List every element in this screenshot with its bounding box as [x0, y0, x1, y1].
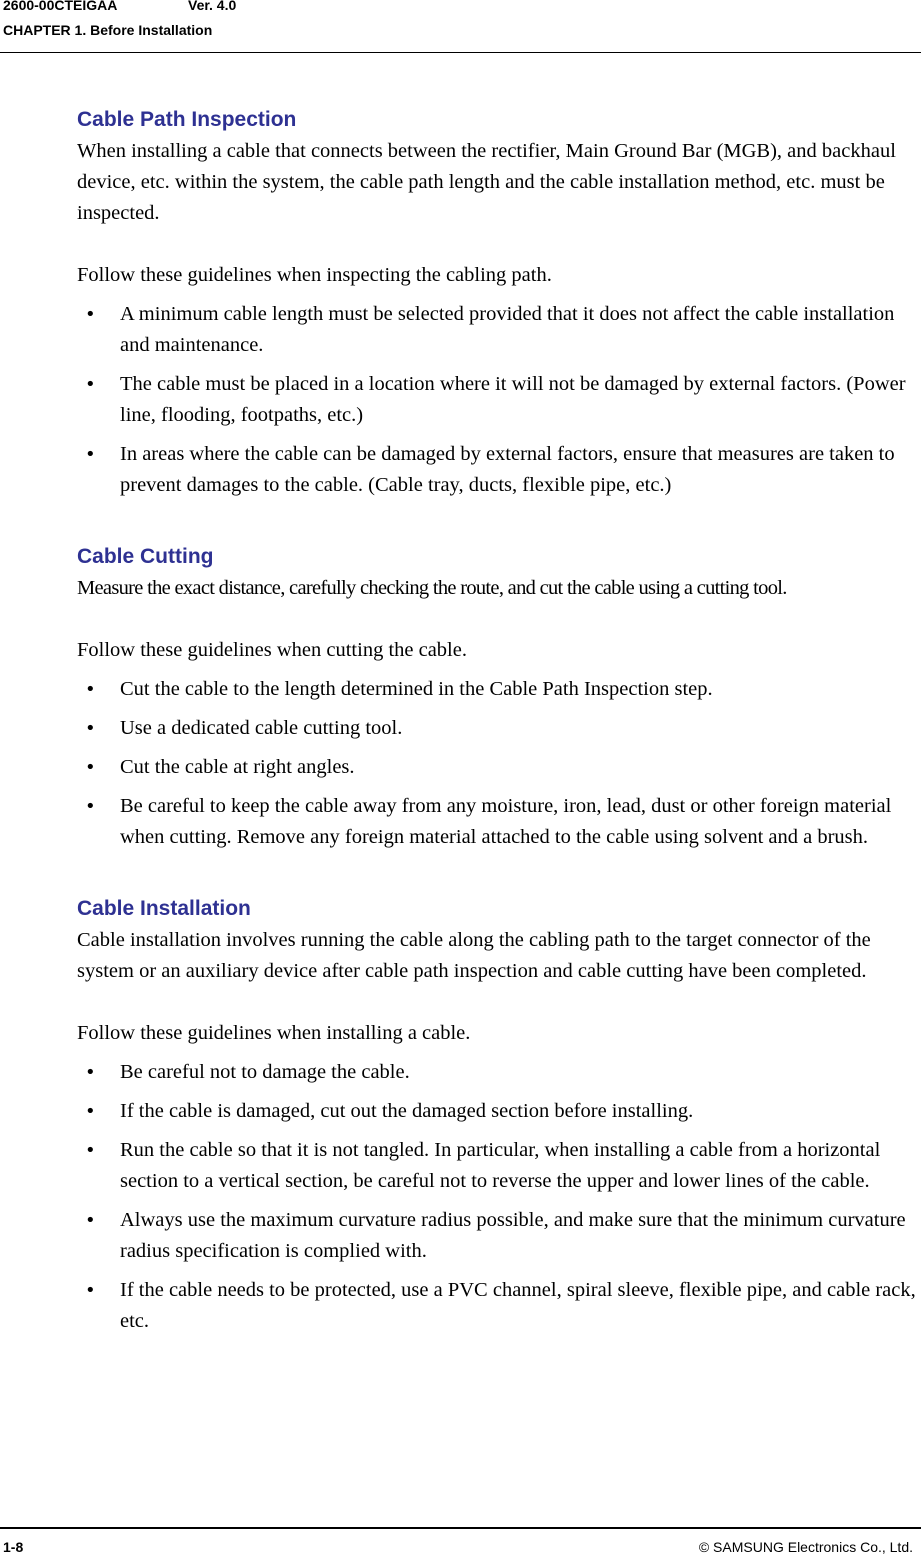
- section-title: Cable Installation: [77, 897, 251, 920]
- bullet-icon: •: [85, 444, 96, 465]
- version-label: Ver. 4.0: [188, 0, 237, 13]
- bullet-icon: •: [85, 1140, 96, 1161]
- guideline-list: [77, 1057, 917, 1337]
- list-item: • Always use the maximum curvature radius possible, and make sure that the minimum curvature radius specification is complied with.: [77, 1205, 917, 1267]
- list-item: • In areas where the cable can be damaged by external factors, ensure that measures are taken to prevent damages to the cable. (Cable tray, ducts, flexible pipe, etc.): [77, 439, 917, 501]
- section-cable-installation: [77, 893, 917, 1337]
- section-description: Measure the exact distance, carefully checking the route, and cut the cable using a cutting tool.: [77, 577, 787, 599]
- bullet-icon: •: [85, 1210, 96, 1231]
- bullet-icon: •: [85, 1101, 96, 1122]
- guideline-list: [77, 299, 917, 501]
- bullet-icon: •: [85, 679, 96, 700]
- bullet-icon: •: [85, 796, 96, 817]
- guideline-list: [77, 674, 917, 853]
- page-number: 1-8: [3, 1539, 24, 1555]
- bullet-icon: •: [85, 757, 96, 778]
- bullet-icon: •: [85, 1280, 96, 1301]
- guideline-intro: Follow these guidelines when installing a cable.: [77, 1022, 471, 1044]
- chapter-title: CHAPTER 1. Before Installation: [3, 22, 213, 38]
- section-description: When installing a cable that connects between the rectifier, Main Ground Bar (MGB), and backhaul device, etc. within the system, the cable path length and the cable installation method, etc. must be inspected.: [77, 140, 896, 224]
- bullet-icon: •: [85, 1062, 96, 1083]
- section-title: Cable Cutting: [77, 545, 214, 568]
- list-item: • A minimum cable length must be selected provided that it does not affect the cable installation and maintenance.: [77, 299, 917, 361]
- document-id: 2600-00CTEIGAA: [3, 0, 118, 13]
- section-cable-cutting: [77, 541, 917, 853]
- list-item: • Use a dedicated cable cutting tool.: [77, 713, 917, 744]
- list-item: • If the cable is damaged, cut out the damaged section before installing.: [77, 1096, 917, 1127]
- guideline-intro: Follow these guidelines when inspecting the cabling path.: [77, 264, 552, 286]
- guideline-intro: Follow these guidelines when cutting the cable.: [77, 639, 467, 661]
- section-cable-path-inspection: [77, 104, 917, 501]
- page-content: [77, 104, 917, 1337]
- section-description: Cable installation involves running the cable along the cabling path to the target connector of the system or an auxiliary device after cable path inspection and cable cutting have been completed.: [77, 929, 871, 982]
- list-item: • If the cable needs to be protected, use a PVC channel, spiral sleeve, flexible pipe, and cable rack, etc.: [77, 1275, 917, 1337]
- footer-divider: [0, 1527, 921, 1529]
- section-title: Cable Path Inspection: [77, 108, 297, 131]
- list-item: • The cable must be placed in a location where it will not be damaged by external factors. (Power line, flooding, footpaths, etc.): [77, 369, 917, 431]
- bullet-icon: •: [85, 374, 96, 395]
- list-item: • Be careful not to damage the cable.: [77, 1057, 917, 1088]
- list-item: • Be careful to keep the cable away from any moisture, iron, lead, dust or other foreign material when cutting. Remove any foreign material attached to the cable using solvent and a brush.: [77, 791, 917, 853]
- bullet-icon: •: [85, 718, 96, 739]
- list-item: • Run the cable so that it is not tangled. In particular, when installing a cable from a horizontal section to a vertical section, be careful not to reverse the upper and lower lines of the cable.: [77, 1135, 917, 1197]
- list-item: • Cut the cable at right angles.: [77, 752, 917, 783]
- header-divider: [0, 52, 921, 53]
- copyright-notice: © SAMSUNG Electronics Co., Ltd.: [698, 1539, 913, 1555]
- bullet-icon: •: [85, 304, 96, 325]
- list-item: • Cut the cable to the length determined in the Cable Path Inspection step.: [77, 674, 917, 705]
